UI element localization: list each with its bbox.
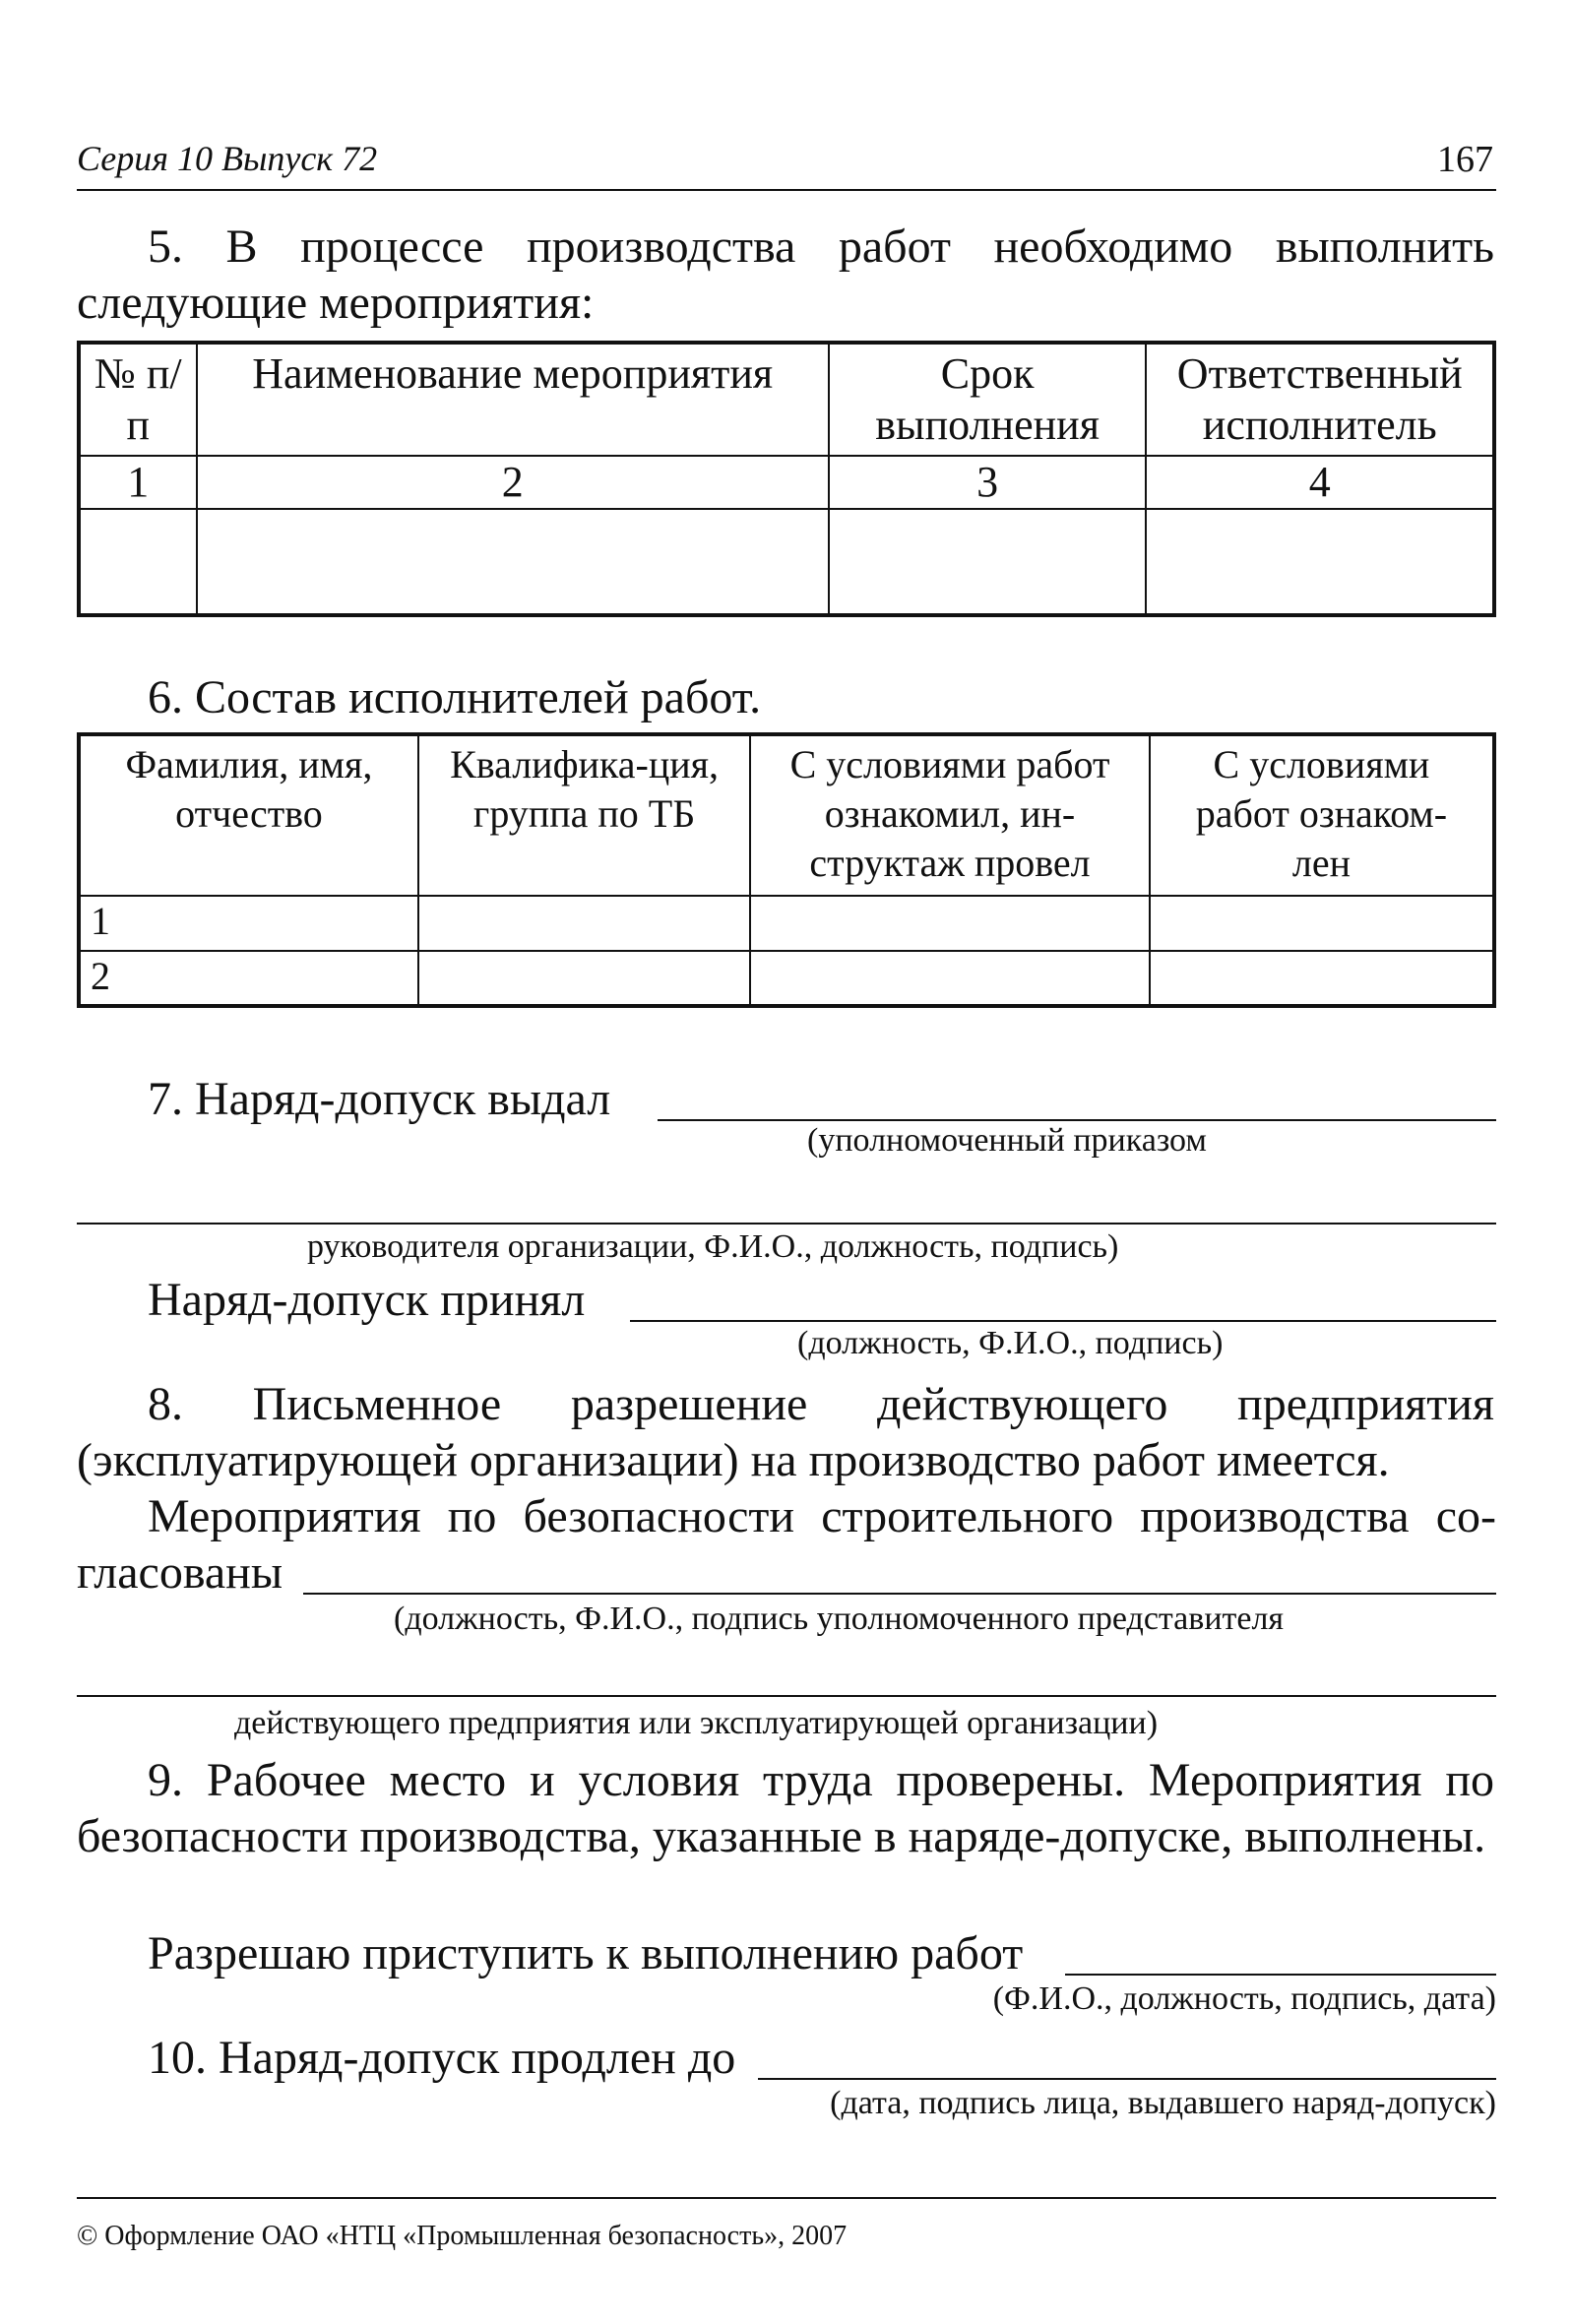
accepted-hint: (должность, Ф.И.О., подпись) bbox=[797, 1325, 1224, 1361]
table-cell bbox=[1146, 509, 1494, 615]
executors-col-name: Фамилия, имя, отчество bbox=[79, 734, 418, 896]
issued-signature-line bbox=[658, 1119, 1496, 1121]
measures-col-name: Наименование мероприятия bbox=[197, 343, 829, 456]
table-cell bbox=[418, 896, 750, 951]
agreed-hint-1: (должность, Ф.И.О., подпись уполномоченного представителя bbox=[394, 1601, 1285, 1637]
issued-hint-1: (уполномоченный приказом bbox=[807, 1122, 1207, 1159]
measures-num-2: 2 bbox=[197, 456, 829, 509]
measures-num-4: 4 bbox=[1146, 456, 1494, 509]
measures-num-1: 1 bbox=[79, 456, 197, 509]
section8-text: 8. Письменное разрешение действующего предприятия (эксплуатирующей организации) на производство работ имеется. bbox=[77, 1378, 1494, 1486]
section5-text: 5. В процессе производства работ необходимо выполнить следующие мероприятия: bbox=[77, 220, 1494, 329]
agreed-signature-line-2 bbox=[77, 1695, 1496, 1697]
accepted-signature-line bbox=[630, 1320, 1496, 1322]
table-cell bbox=[1150, 951, 1494, 1006]
table-cell bbox=[750, 951, 1150, 1006]
header-rule bbox=[77, 189, 1496, 191]
measures-col-responsible: Ответственный исполнитель bbox=[1146, 343, 1494, 456]
permit-label: Разрешаю приступить к выполнению работ bbox=[148, 1927, 1024, 1979]
series-header: Серия 10 Выпуск 72 bbox=[77, 139, 378, 178]
executors-row-number: 1 bbox=[79, 896, 418, 951]
agreed-hint-2: действующего предприятия или эксплуатирующей организации) bbox=[234, 1705, 1159, 1741]
agreed-signature-line bbox=[303, 1593, 1496, 1595]
footer-rule bbox=[77, 2197, 1496, 2199]
measures-table bbox=[77, 341, 1496, 617]
executors-row-number: 2 bbox=[79, 951, 418, 1006]
table-cell bbox=[197, 509, 829, 615]
issued-hint-2: руководителя организации, Ф.И.О., должность, подпись) bbox=[307, 1228, 1119, 1265]
issued-label: 7. Наряд-допуск выдал bbox=[148, 1073, 611, 1125]
executors-col-qualification: Квалифика-ция, группа по ТБ bbox=[418, 734, 750, 896]
extended-hint: (дата, подпись лица, выдавшего наряд-допуск) bbox=[830, 2085, 1496, 2121]
issued-signature-line-2 bbox=[77, 1223, 1496, 1225]
measures-num-3: 3 bbox=[829, 456, 1147, 509]
executors-col-instructed: С условиями работ ознакомил, ин-структаж провел bbox=[750, 734, 1150, 896]
table-cell bbox=[750, 896, 1150, 951]
section6-text: 6. Состав исполнителей работ. bbox=[148, 671, 762, 723]
table-cell bbox=[1150, 896, 1494, 951]
permit-signature-line bbox=[1065, 1974, 1496, 1976]
table-cell bbox=[829, 509, 1147, 615]
extended-signature-line bbox=[758, 2078, 1496, 2080]
agreed-text-line1: Мероприятия по безопасности строительного производства со- bbox=[148, 1490, 1496, 1542]
table-cell bbox=[79, 509, 197, 615]
measures-col-number: № п/п bbox=[79, 343, 197, 456]
agreed-text-line2: гласованы bbox=[77, 1546, 283, 1599]
accepted-label: Наряд-допуск принял bbox=[148, 1274, 586, 1326]
table-row bbox=[79, 951, 1494, 1006]
executors-col-acquainted: С условиями работ ознаком-лен bbox=[1150, 734, 1494, 896]
page-number: 167 bbox=[1437, 139, 1493, 180]
permit-hint: (Ф.И.О., должность, подпись, дата) bbox=[992, 1980, 1496, 2017]
footer-copyright: © Оформление ОАО «НТЦ «Промышленная безопасность», 2007 bbox=[77, 2221, 848, 2251]
executors-table bbox=[77, 732, 1496, 1008]
extended-label: 10. Наряд-допуск продлен до bbox=[148, 2032, 736, 2084]
measures-col-deadline: Срок выполнения bbox=[829, 343, 1147, 456]
table-row bbox=[79, 896, 1494, 951]
section9-text: 9. Рабочее место и условия труда проверены. Мероприятия по безопасности производства, указанные в наряде-допуске, выполнены. bbox=[77, 1754, 1494, 1862]
table-row bbox=[79, 509, 1494, 615]
table-cell bbox=[418, 951, 750, 1006]
